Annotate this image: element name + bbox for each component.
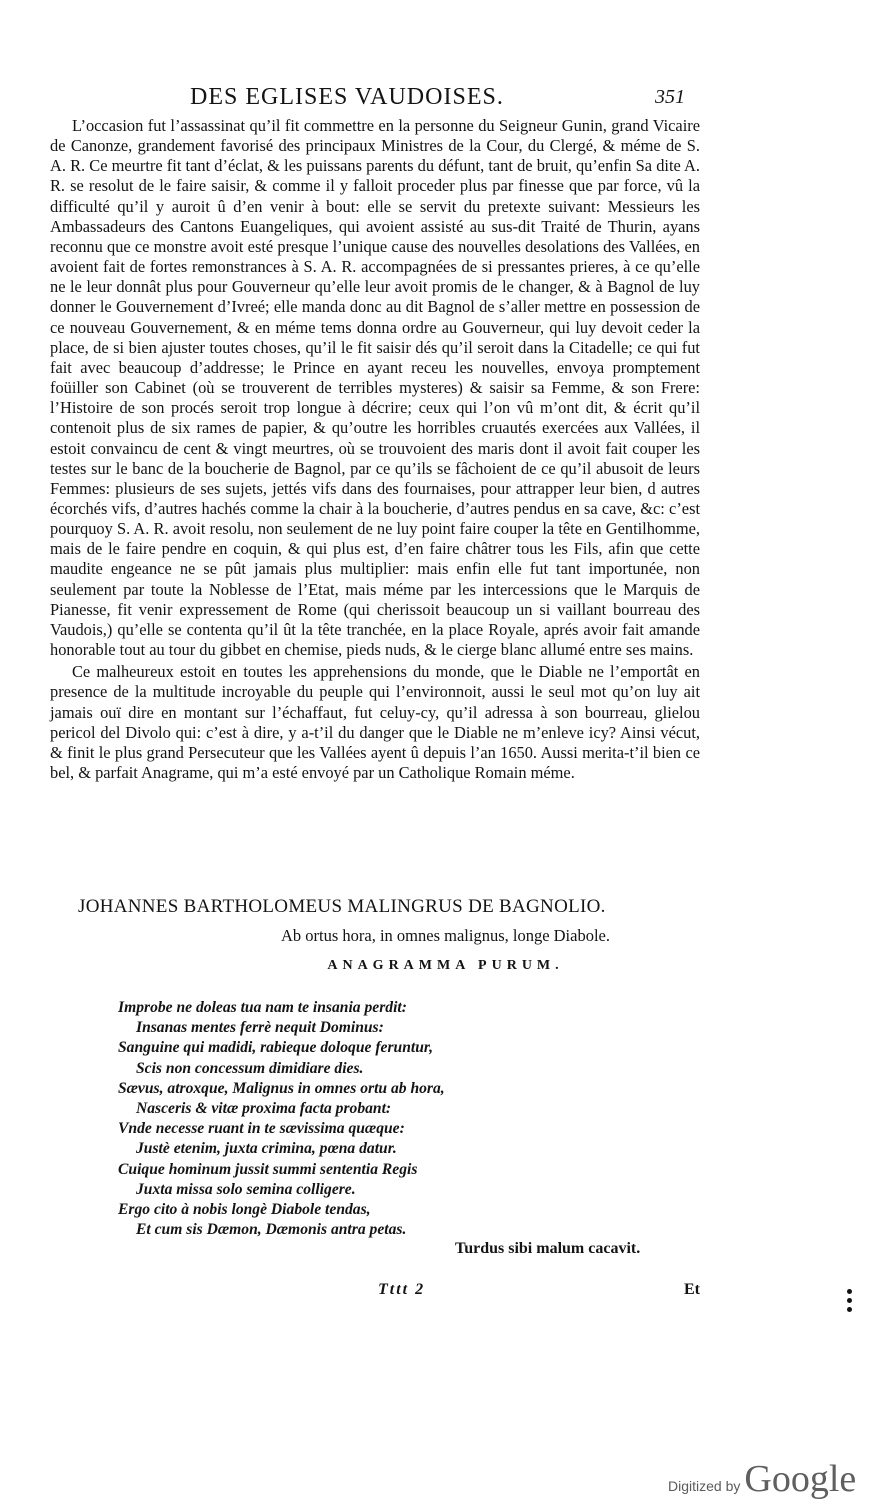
catchword: Et — [684, 1281, 700, 1298]
page-number: 351 — [655, 86, 685, 108]
poem-line: Juxta missa solo semina colligere. — [136, 1180, 356, 1198]
poem-line: Insanas mentes ferrè nequit Dominus: — [136, 1019, 384, 1037]
poem-line: Ergo cito à nobis longè Diabole tendas, — [118, 1201, 371, 1219]
running-header — [190, 84, 685, 114]
watermark-brand: Google — [744, 1458, 857, 1500]
poem-line: Et cum sis Dæmon, Dæmonis antra petas. — [136, 1221, 407, 1239]
poem-line: Vnde necesse ruant in te sævissima quæque: — [118, 1120, 405, 1138]
poem-line: Sanguine qui madidi, rabieque doloque feruntur, — [118, 1039, 433, 1057]
binding-dots — [846, 1289, 854, 1316]
dot — [847, 1307, 852, 1312]
anagram-label: ANAGRAMMA PURUM. — [327, 958, 564, 973]
poem-line: Sævus, atroxque, Malignus in omnes ortu ab hora, — [118, 1079, 445, 1097]
watermark-prefix: Digitized by — [668, 1478, 741, 1494]
anagram-text: Ab ortus hora, in omnes malignus, longe Diabole. — [280, 926, 611, 945]
signature-mark: Tttt 2 — [378, 1281, 426, 1298]
poem-line: Cuique hominum jussit summi sententia Regis — [118, 1160, 418, 1178]
poem — [118, 998, 678, 1240]
dot — [847, 1289, 852, 1294]
paragraph: Ce malheureux estoit en toutes les apprehensions du monde, que le Diable ne l’emportât en presence de la multitude incroyable du peuple qui l’environnoit, aussi le seul mot qu’on luy ait jamais ouï dire en montant sur l’échaffaut, fut celuy-cy, qu’il adressa à son bourreau, glielou pericol del Divolo qui: c’est à dire, y a-t’il du danger que le Diable ne m’enleve icy? Ainsi vécut, & finit le plus grand Persecuteur que les Vallées ayent û depuis l’an 1650. Aussi merita-t’il bien ce bel, & parfait Anagrame, qui m’a esté envoyé par un Catholique Romain méme. — [50, 662, 700, 782]
poem-line: Justè etenim, juxta crimina, pœna datur. — [136, 1140, 397, 1158]
running-title: DES EGLISES VAUDOISES. — [190, 84, 504, 110]
digitized-watermark — [668, 1457, 856, 1501]
dot — [847, 1298, 852, 1303]
motto: Turdus sibi malum cacavit. — [455, 1240, 641, 1257]
body-text — [50, 116, 700, 783]
poem-line: Improbe ne doleas tua nam te insania perdit: — [118, 999, 407, 1016]
poem-line: Scis non concessum dimidiare dies. — [136, 1059, 364, 1077]
paragraph: L’occasion fut l’assassinat qu’il fit commettre en la personne du Seigneur Gunin, grand Vicaire de Canonze, grandement favorisé des principaux Ministres de la Cour, du Clergé, & méme de S. A. R. Ce meurtre fit tant d’éclat, & les puissans parents du défunt, tant de bruit, qu’enfin Sa dite A. R. se resolut de le faire saisir, & comme il y falloit proceder plus par finesse que par force, vû la difficulté qu’il y auroit û d’en venir à bout: elle se servit du pretexte suivant: Messieurs les Ambassadeurs des Cantons Euangeliques, qui avoient assisté au sus-dit Traité de Thurin, ayans reconnu que ce monstre avoit esté presque l’unique cause des nouvelles desolations des Vallées, en avoient fait de fortes remonstrances à S. A. R. accompagnées de si pressantes prieres, à ce qu’elle ne le leur donnât plus pour Gouverneur qu’elle leur avoit promis de le changer, & à Bagnol de luy donner le Gouvernement d’Ivreé; elle manda donc au dit Bagnol de s’aller mettre en possession de ce nouveau Gouvernement, & en méme tems donna ordre au Gouverneur, qui luy devoit ceder la place, de si bien ajuster toutes choses, qu’il le fit saisir dés qu’il seroit dans la Citadelle; ce qui fut fait avec beaucoup d’addresse; le Prince en ayant receu les nouvelles, envoya promptement foüiller son Cabinet (où se trouverent de terribles mysteres) & saisir sa Femme, & son Frere: l’Histoire de son procés seroit trop longue à décrire; ceux qui l’on vû m’ont dit, & écrit qu’il contenoit plus de six rames de papier, & qu’outre les horribles cruautés exercées aux Vallées, il estoit convaincu de cent & vingt meurtres, où se trouvoient des maris dont il avoit fait couper les testes sur le banc de la boucherie de Bagnol, par ce qu’ils se fâchoient de ce qu’il abusoit de leurs Femmes: plusieurs de ses sujets, jettés vifs dans des fournaises, pour attrapper leur bien, d autres écorchés vifs, d’autres hachés comme la chair à la boucherie, d’autres pendus en sa cave, &c: c’est pourquoy S. A. R. avoit resolu, non seulement de ne luy point faire couper la tête en Gentilhomme, mais de le faire pendre en coquin, & qui plus est, d’en faire châtrer tous les Fils, afin que cette maudite engeance ne se pût jamais plus multiplier: mais enfin elle fut tant importunée, non seulement par toute la Noblesse de l’Etat, mais méme par les intercessions que le Marquis de Pianesse, fit venir expressement de Rome (qui cherissoit beaucoup un si vaillant bourreau des Vaudois,) qu’elle se contenta qu’il ût la tête tranchée, en la place Royale, aprés avoir fait amande honorable tout au tour du gibbet en chemise, pieds nuds, & le cierge blanc allumé entre ses mains. — [50, 116, 700, 660]
anagram-name: JOHANNES BARTHOLOMEUS MALINGRUS DE BAGNOLIO. — [78, 896, 606, 917]
poem-line: Nasceris & vitæ proxima facta probant: — [136, 1100, 392, 1118]
